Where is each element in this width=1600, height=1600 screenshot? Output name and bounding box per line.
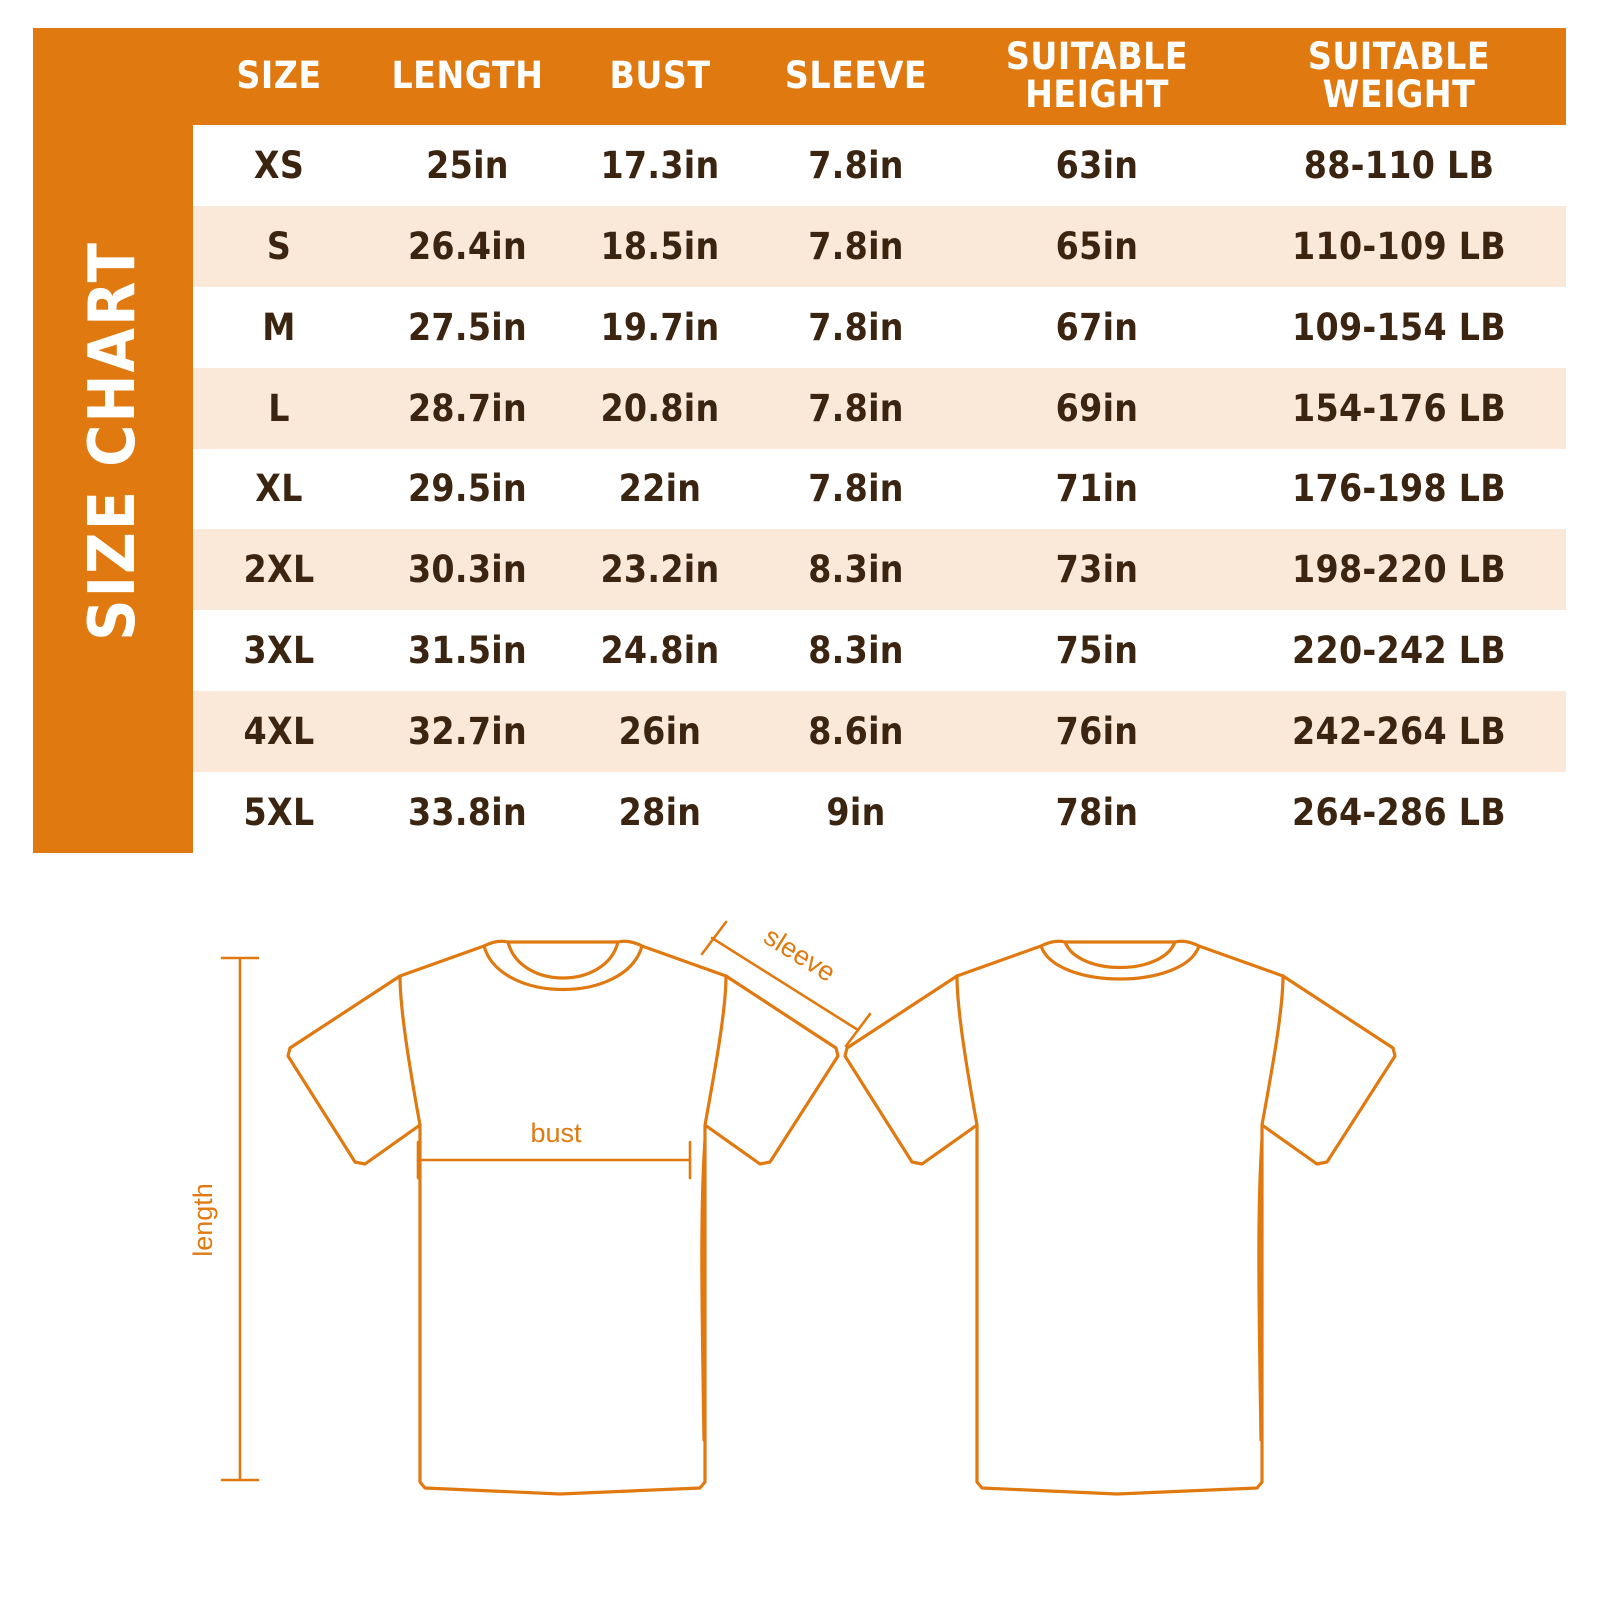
- column-header-suitable-weight: [1232, 34, 1566, 117]
- table-row: [193, 529, 1566, 610]
- cell-height: 71in: [1055, 467, 1139, 511]
- cell-length: 28.7in: [407, 386, 528, 430]
- column-header-suitable-weight-line2: WEIGHT: [1322, 73, 1476, 117]
- column-header-suitable-height-line2: HEIGHT: [1025, 73, 1169, 117]
- table-row: [193, 206, 1566, 287]
- cell-size: S: [266, 224, 292, 268]
- cell-sleeve: 7.8in: [808, 467, 904, 511]
- cell-size: L: [268, 386, 290, 430]
- cell-bust: 26in: [618, 710, 702, 754]
- cell-weight: 242-264 LB: [1292, 710, 1506, 754]
- cell-size: XS: [253, 143, 305, 187]
- cell-bust: 20.8in: [600, 386, 720, 430]
- cell-height: 73in: [1055, 548, 1139, 592]
- column-header-length: LENGTH: [391, 54, 544, 98]
- page-title: SIZE CHART: [76, 240, 150, 641]
- cell-weight: 109-154 LB: [1292, 305, 1506, 349]
- cell-height: 67in: [1055, 305, 1139, 349]
- column-header-size: SIZE: [236, 54, 322, 98]
- cell-length: 33.8in: [407, 791, 528, 835]
- length-dimension-line: [222, 958, 258, 1480]
- tshirt-front-icon: [288, 941, 838, 1494]
- table-header-row: [193, 28, 1566, 125]
- cell-bust: 23.2in: [600, 548, 720, 592]
- table-row: [193, 368, 1566, 449]
- cell-bust: 17.3in: [600, 143, 720, 187]
- table-row: [193, 287, 1566, 368]
- table-row: [193, 610, 1566, 691]
- cell-height: 78in: [1055, 791, 1139, 835]
- cell-weight: 264-286 LB: [1292, 791, 1506, 835]
- cell-height: 69in: [1055, 386, 1139, 430]
- column-header-sleeve: SLEEVE: [784, 54, 928, 98]
- cell-sleeve: 7.8in: [808, 305, 904, 349]
- bust-label: bust: [530, 1118, 582, 1148]
- cell-weight: 154-176 LB: [1292, 386, 1506, 430]
- cell-size: 3XL: [243, 629, 315, 673]
- cell-sleeve: 7.8in: [808, 224, 904, 268]
- size-table: [193, 28, 1566, 853]
- size-chart-title-area: [33, 28, 193, 853]
- cell-size: M: [262, 305, 296, 349]
- table-row: [193, 125, 1566, 206]
- cell-bust: 19.7in: [600, 305, 720, 349]
- cell-length: 25in: [426, 143, 509, 187]
- cell-sleeve: 7.8in: [808, 143, 904, 187]
- cell-length: 26.4in: [407, 224, 528, 268]
- cell-size: 5XL: [243, 791, 315, 835]
- cell-weight: 88-110 LB: [1303, 143, 1495, 187]
- cell-weight: 110-109 LB: [1292, 224, 1506, 268]
- cell-height: 75in: [1055, 629, 1139, 673]
- table-row: [193, 449, 1566, 530]
- measurement-illustration: [0, 880, 1600, 1580]
- sleeve-label: sleeve: [758, 920, 841, 988]
- cell-bust: 22in: [618, 467, 702, 511]
- cell-length: 31.5in: [407, 629, 528, 673]
- cell-size: XL: [255, 467, 303, 511]
- cell-length: 27.5in: [407, 305, 528, 349]
- column-header-bust: BUST: [609, 54, 711, 98]
- cell-sleeve: 9in: [826, 791, 886, 835]
- cell-sleeve: 8.3in: [808, 548, 904, 592]
- tshirt-back-icon: [845, 941, 1395, 1494]
- cell-weight: 198-220 LB: [1292, 548, 1506, 592]
- cell-height: 76in: [1055, 710, 1139, 754]
- cell-bust: 24.8in: [600, 629, 720, 673]
- cell-length: 29.5in: [407, 467, 528, 511]
- cell-sleeve: 8.6in: [808, 710, 904, 754]
- size-chart-table-block: [33, 28, 1566, 853]
- cell-length: 32.7in: [407, 710, 528, 754]
- cell-height: 63in: [1055, 143, 1139, 187]
- cell-bust: 28in: [618, 791, 702, 835]
- cell-sleeve: 8.3in: [808, 629, 904, 673]
- length-label: length: [188, 1183, 218, 1257]
- table-row: [193, 772, 1566, 853]
- cell-sleeve: 7.8in: [808, 386, 904, 430]
- cell-size: 4XL: [243, 710, 315, 754]
- cell-weight: 176-198 LB: [1292, 467, 1506, 511]
- cell-size: 2XL: [243, 548, 315, 592]
- cell-bust: 18.5in: [600, 224, 720, 268]
- cell-length: 30.3in: [407, 548, 528, 592]
- cell-height: 65in: [1055, 224, 1139, 268]
- column-header-suitable-weight-line1: SUITABLE: [1307, 34, 1491, 78]
- column-header-suitable-height: [962, 34, 1232, 117]
- cell-weight: 220-242 LB: [1292, 629, 1506, 673]
- column-header-suitable-height-line1: SUITABLE: [1005, 34, 1189, 78]
- table-row: [193, 691, 1566, 772]
